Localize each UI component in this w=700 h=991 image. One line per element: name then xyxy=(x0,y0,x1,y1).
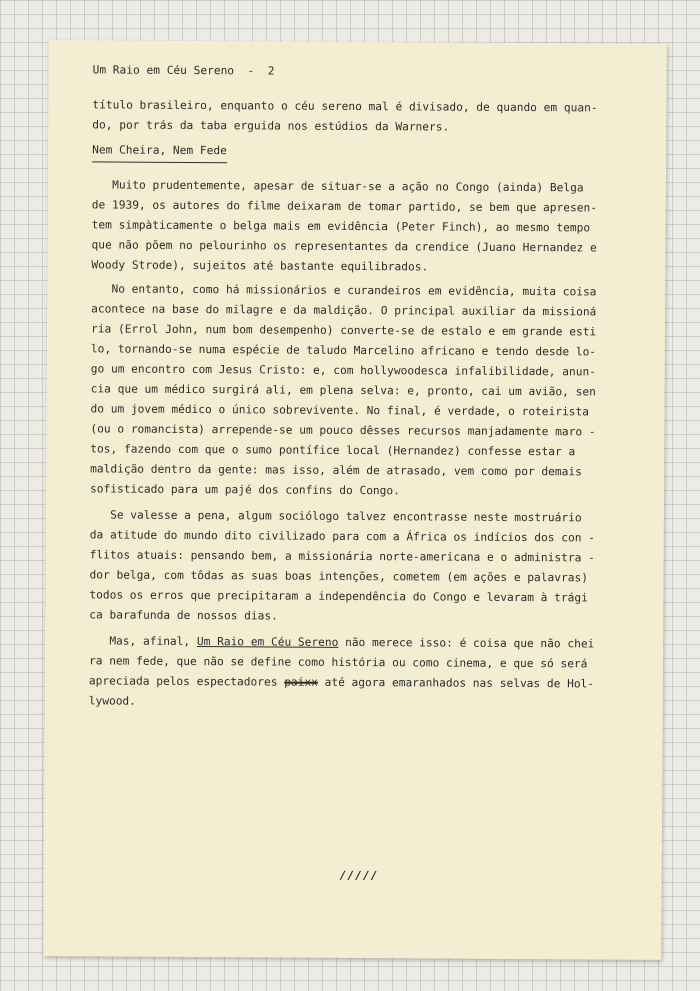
text-line: tem simpàticamente o belga mais em evidência (Peter Finch), ao mesmo tempo xyxy=(91,218,591,235)
paragraph-4 xyxy=(89,631,649,714)
text-line: que não põem no pelourinho os representantes da crendice (Juano Hernandez e xyxy=(91,238,597,255)
text-line: Se valesse a pena, algum sociólogo talvez encontrasse neste mostruário xyxy=(89,508,582,525)
intro-line: título brasileiro, enquanto o céu sereno mal é divisado, de quando em quan- xyxy=(92,98,598,115)
paragraph-2 xyxy=(90,279,651,502)
page-header: Um Raio em Céu Sereno - 2 xyxy=(92,63,275,78)
text-line xyxy=(89,671,649,694)
text-line: lywood. xyxy=(88,694,136,708)
text-line: Woody Strode), sujeitos até bastante equilibrados. xyxy=(91,258,429,274)
text-line: todos os erros que precipitaram a independência do Congo e levaram à trági xyxy=(89,588,588,605)
text-line: maldição dentro da gente: mas isso, além de atrasado, vem como por demais xyxy=(90,462,582,479)
text-fragment: apreciada pelos espectadores xyxy=(88,674,285,689)
intro-line: do, por trás da taba erguida nos estúdios da Warners. xyxy=(92,118,450,134)
text-fragment: não merece isso: é coisa que não chei xyxy=(338,635,595,651)
text-line: (ou o romancista) arrepende-se um pouco dêsses recursos manjadamente maro - xyxy=(90,422,596,439)
text-line: tos, fazendo com que o sumo pontífice local (Hernandez) confesse estar a xyxy=(90,442,576,459)
text-line: dor belga, com tôdas as suas boas intenções, cometem (em ações e palavras) xyxy=(89,568,589,585)
film-title-underlined: Um Raio em Céu Sereno xyxy=(196,635,339,649)
text-line: sofisticado para um pajé dos confins do Congo. xyxy=(90,482,400,498)
text-line: No entanto, como há missionários e curandeiros em evidência, muita coisa xyxy=(91,282,597,299)
text-line: da atitude do mundo dito civilizado para com a África os indícios dos con - xyxy=(89,528,595,545)
text-line: acontece na base do milagre e da maldição. O principal auxiliar da missioná xyxy=(91,302,597,319)
paper-sheet xyxy=(43,40,667,960)
text-fragment: até agora emaranhados nas selvas de Hol- xyxy=(317,675,595,691)
text-line: do um jovem médico o único sobrevivente. No final, é verdade, o roteirista xyxy=(90,402,590,419)
subtitle-line xyxy=(92,140,652,163)
end-mark: ///// xyxy=(339,868,379,883)
section-subtitle: Nem Cheira, Nem Fede xyxy=(92,140,227,163)
text-line: de 1939, os autores do filme deixaram de tomar partido, se bem que apresen- xyxy=(91,198,597,215)
text-fragment: Mas, afinal, xyxy=(89,634,197,649)
text-line: flitos atuais: pensando bem, a missionária norte-americana e o administra - xyxy=(89,548,595,565)
paragraph-3 xyxy=(89,505,650,628)
text-line: lo, tornando-se numa espécie de taludo Marcelino africano e tendo desde lo- xyxy=(90,342,597,359)
text-line: cia que um médico surgirá ali, em plena selva: e, pronto, cai um avião, sen xyxy=(90,382,596,399)
text-line: Muito prudentemente, apesar de situar-se a ação no Congo (ainda) Belga xyxy=(91,178,584,195)
text-line: go um encontro com Jesus Cristo: e, com hollywoodesca infalibilidade, anun- xyxy=(90,362,596,379)
text-line: ca barafunda de nossos dias. xyxy=(89,608,278,623)
text-line: ria (Errol John, num bom desempenho) converte-se de estalo e em grande esti xyxy=(91,322,597,339)
text-line: ra nem fede, que não se define como história ou como cinema, e que só será xyxy=(88,654,588,671)
typed-document xyxy=(88,60,653,883)
struck-out-word: paixx xyxy=(284,675,318,689)
paragraph-1 xyxy=(91,175,652,278)
